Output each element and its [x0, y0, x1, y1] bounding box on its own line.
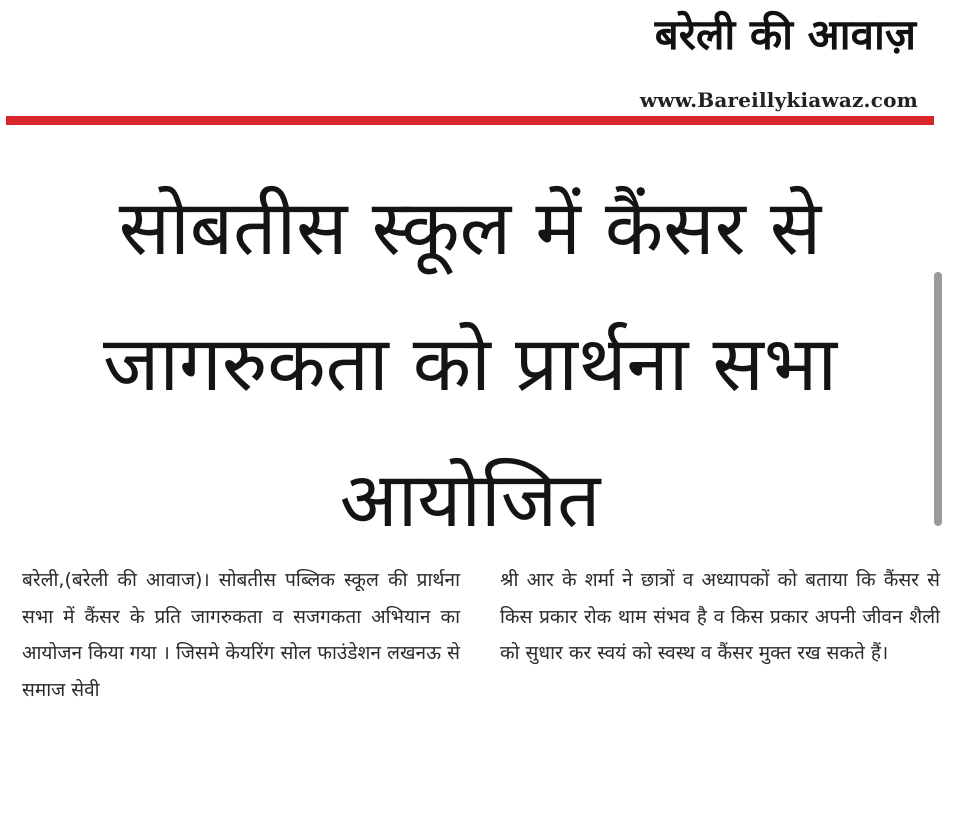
masthead-title: बरेली की आवाज़ — [654, 10, 916, 59]
red-divider-rule — [6, 116, 934, 125]
masthead-url: www.Bareillykiawaz.com — [639, 88, 918, 112]
article-headline: सोबतीस स्कूल में कैंसर से जागरुकता को प्रार्थना सभा आयोजित — [102, 183, 838, 544]
vertical-scrollbar[interactable] — [934, 272, 942, 526]
article-column-right: श्री आर के शर्मा ने छात्रों व अध्यापकों को बताया कि कैंसर से किस प्रकार रोक थाम संभव है व किस प्रकार अपनी जीवन शैली को सुधार कर स्वयं को स्वस्थ व कैंसर मुक्त रख सकते हैं। — [500, 569, 940, 664]
article-column-left: बरेली,(बरेली की आवाज)। सोबतीस पब्लिक स्कूल की प्रार्थना सभा में कैंसर के प्रति जागरुकता व सजगकता अभियान का आयोजन किया गया । जिसमे केयरिंग सोल फाउंडेशन लखनऊ से समाज सेवी — [22, 569, 460, 701]
